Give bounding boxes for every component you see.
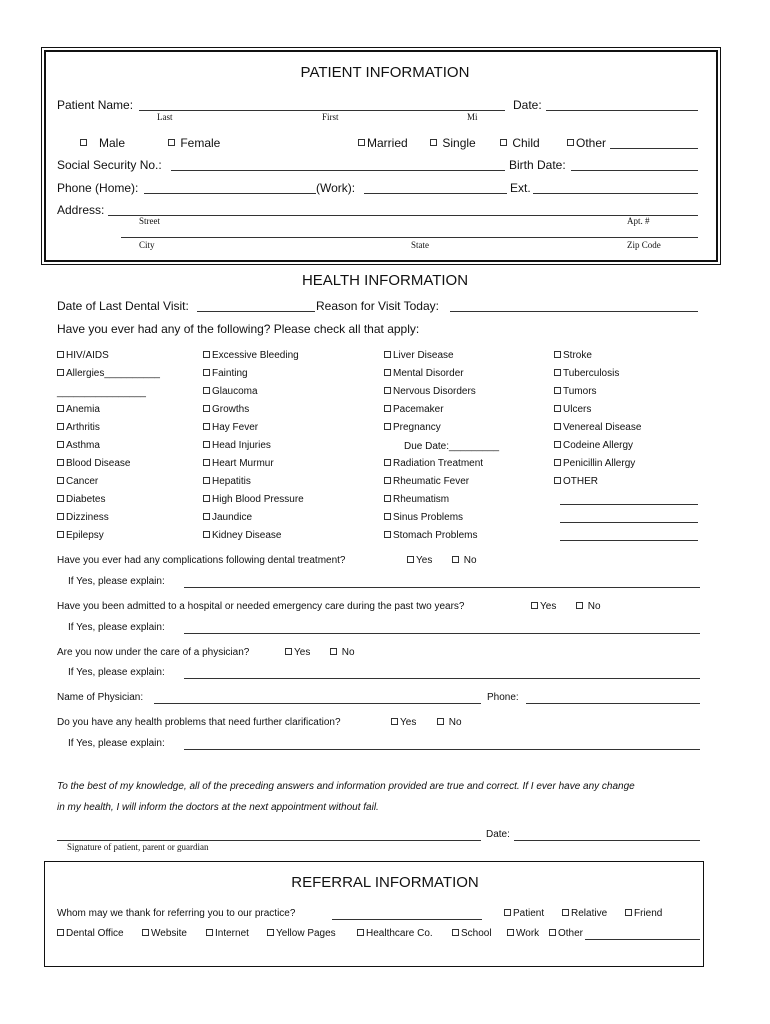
condition-label: Rheumatism [393, 494, 450, 505]
other-label: Other [576, 136, 607, 150]
ref-internet-label: Internet [215, 928, 249, 939]
condition-item[interactable] [554, 404, 591, 415]
address-city-field[interactable] [121, 237, 698, 238]
q1-yes-label: Yes [416, 555, 433, 566]
ref-website[interactable] [142, 928, 187, 939]
condition-item[interactable] [203, 386, 258, 397]
condition-checkbox[interactable] [384, 513, 391, 520]
condition-checkbox[interactable] [384, 495, 391, 502]
ref-dental-office[interactable] [57, 928, 124, 939]
condition-label: Ulcers [563, 404, 592, 415]
ref-other-field[interactable] [585, 939, 700, 940]
male-label: Male [99, 136, 126, 150]
patient-info-title: PATIENT INFORMATION [300, 64, 470, 81]
ref-school[interactable] [452, 928, 492, 939]
ref-friend[interactable] [625, 908, 662, 919]
condition-checkbox[interactable] [554, 459, 561, 466]
ref-school-checkbox[interactable] [452, 929, 459, 936]
ref-patient[interactable] [504, 908, 544, 919]
condition-item[interactable] [57, 458, 130, 469]
condition-label: Dizziness [66, 512, 109, 523]
single-label: Single [442, 136, 476, 150]
male-option[interactable] [80, 136, 125, 150]
condition-checkbox[interactable] [554, 387, 561, 394]
birth-date-label: Birth Date: [509, 158, 566, 172]
condition-checkbox[interactable] [57, 531, 64, 538]
other-condition-line-3[interactable] [560, 540, 698, 541]
physician-name-field[interactable] [154, 703, 481, 704]
q2-no[interactable] [576, 601, 601, 612]
condition-checkbox[interactable] [203, 441, 210, 448]
condition-label: Venereal Disease [563, 422, 642, 433]
condition-label: High Blood Pressure [212, 494, 304, 505]
q3-explain-label: If Yes, please explain: [68, 667, 165, 678]
other-field[interactable] [610, 148, 698, 149]
q2-yes-label: Yes [540, 601, 557, 612]
q2-yes-checkbox[interactable] [531, 602, 538, 609]
referral-info-title: REFERRAL INFORMATION [291, 874, 479, 891]
condition-item[interactable] [57, 350, 109, 361]
address-label: Address: [57, 203, 105, 217]
sub-state: State [411, 240, 429, 250]
condition-checkbox[interactable] [57, 495, 64, 502]
condition-checkbox[interactable] [203, 459, 210, 466]
condition-checkbox[interactable] [384, 369, 391, 376]
condition-label: Kidney Disease [212, 530, 282, 541]
condition-checkbox[interactable] [203, 477, 210, 484]
condition-checkbox[interactable] [57, 351, 64, 358]
ref-work-label: Work [516, 928, 540, 939]
condition-item[interactable] [203, 350, 299, 361]
condition-item[interactable] [203, 440, 271, 451]
condition-checkbox[interactable] [554, 405, 561, 412]
married-label: Married [367, 136, 408, 150]
married-checkbox[interactable] [358, 139, 365, 146]
condition-item[interactable] [384, 386, 476, 397]
ref-other[interactable] [549, 928, 583, 939]
condition-label: Anemia [66, 404, 100, 415]
q3-no-label: No [341, 647, 355, 658]
signature-date-field[interactable] [514, 840, 700, 841]
q3-no-checkbox[interactable] [330, 648, 337, 655]
q2-no-checkbox[interactable] [576, 602, 583, 609]
condition-label: OTHER [563, 476, 598, 487]
condition-item[interactable] [554, 440, 633, 451]
sub-mi: Mi [467, 112, 478, 122]
sub-street: Street [139, 216, 160, 226]
ref-dental-office-label: Dental Office [66, 928, 124, 939]
last-visit-field[interactable] [197, 311, 315, 312]
date-label: Date: [513, 98, 542, 112]
condition-item[interactable] [57, 476, 98, 487]
condition-checkbox[interactable] [554, 369, 561, 376]
condition-label: Rheumatic Fever [393, 476, 470, 487]
condition-label: Excessive Bleeding [212, 350, 299, 361]
condition-item[interactable] [203, 422, 258, 433]
ref-other-label: Other [558, 928, 584, 939]
condition-label: Radiation Treatment [393, 458, 484, 469]
male-checkbox[interactable] [80, 139, 87, 146]
condition-item[interactable] [57, 530, 104, 541]
q4-no-label: No [448, 717, 462, 728]
condition-checkbox[interactable] [554, 351, 561, 358]
ssn-label: Social Security No.: [57, 158, 162, 172]
signature-date-label: Date: [486, 829, 510, 840]
referral-field[interactable] [332, 919, 482, 920]
condition-label: Fainting [212, 368, 248, 379]
ref-healthcare[interactable] [357, 928, 433, 939]
health-info-title: HEALTH INFORMATION [301, 272, 469, 289]
condition-label: Codeine Allergy [563, 440, 634, 451]
condition-checkbox[interactable] [203, 423, 210, 430]
statement-line-2: in my health, I will inform the doctors at the next appointment without fail. [57, 802, 379, 813]
condition-checkbox[interactable] [384, 351, 391, 358]
patient-name-label: Patient Name: [57, 98, 134, 112]
condition-item[interactable] [57, 422, 100, 433]
condition-item[interactable] [384, 368, 464, 379]
ref-yellow-pages[interactable] [267, 928, 336, 939]
condition-label: Allergies__________ [66, 368, 160, 379]
ref-patient-checkbox[interactable] [504, 909, 511, 916]
condition-checkbox[interactable] [203, 351, 210, 358]
phone-home-label: Phone (Home): [57, 181, 139, 195]
q2-yes[interactable] [531, 601, 556, 612]
condition-label: Epilepsy [66, 530, 104, 541]
ref-internet-checkbox[interactable] [206, 929, 213, 936]
condition-checkbox[interactable] [554, 441, 561, 448]
condition-item[interactable] [384, 494, 449, 505]
ref-work-checkbox[interactable] [507, 929, 514, 936]
condition-label: Cancer [66, 476, 99, 487]
married-option[interactable] [358, 136, 408, 150]
condition-item[interactable] [57, 512, 109, 523]
q2-explain-label: If Yes, please explain: [68, 622, 165, 633]
condition-label: Diabetes [66, 494, 106, 505]
other-checkbox[interactable] [567, 139, 574, 146]
patient-information-box [44, 50, 718, 262]
ref-healthcare-checkbox[interactable] [357, 929, 364, 936]
condition-label: Tuberculosis [563, 368, 620, 379]
condition-item[interactable] [203, 458, 274, 469]
condition-checkbox[interactable] [57, 405, 64, 412]
condition-label: Head Injuries [212, 440, 271, 451]
condition-item[interactable] [203, 494, 304, 505]
condition-checkbox[interactable] [384, 477, 391, 484]
reason-label: Reason for Visit Today: [316, 299, 439, 313]
ssn-field[interactable] [171, 170, 505, 171]
address-street-field[interactable] [108, 215, 698, 216]
q4-no-checkbox[interactable] [437, 718, 444, 725]
condition-item[interactable] [57, 404, 100, 415]
q4-yes-label: Yes [400, 717, 417, 728]
question-complications: Have you ever had any complications following dental treatment? [57, 555, 346, 566]
child-option[interactable] [500, 136, 540, 150]
physician-phone-field[interactable] [526, 703, 700, 704]
condition-label: Stroke [563, 350, 592, 361]
condition-item[interactable] [384, 458, 483, 469]
condition-item[interactable] [384, 404, 444, 415]
condition-checkbox[interactable] [57, 369, 64, 376]
condition-checkbox[interactable] [57, 513, 64, 520]
ref-dental-office-checkbox[interactable] [57, 929, 64, 936]
q1-no[interactable] [452, 555, 477, 566]
condition-item[interactable] [554, 458, 635, 469]
condition-checkbox[interactable] [384, 459, 391, 466]
child-label: Child [512, 136, 540, 150]
condition-label: Hay Fever [212, 422, 259, 433]
condition-item[interactable] [554, 476, 598, 487]
other-condition-line-2[interactable] [560, 522, 698, 523]
condition-checkbox[interactable] [203, 495, 210, 502]
q4-no[interactable] [437, 717, 462, 728]
phone-work-label: (Work): [316, 181, 356, 195]
question-hospital: Have you been admitted to a hospital or needed emergency care during the past two years? [57, 601, 465, 612]
ref-school-label: School [461, 928, 492, 939]
question-clarification: Do you have any health problems that need further clarification? [57, 717, 341, 728]
condition-checkbox[interactable] [203, 531, 210, 538]
q3-yes-checkbox[interactable] [285, 648, 292, 655]
ext-label: Ext. [510, 181, 531, 195]
allergies-extra-line[interactable]: ________________ [57, 387, 146, 398]
q2-no-label: No [587, 601, 601, 612]
condition-label: Mental Disorder [393, 368, 464, 379]
q1-yes[interactable] [407, 555, 432, 566]
condition-label: Penicillin Allergy [563, 458, 636, 469]
ref-work[interactable] [507, 928, 539, 939]
q3-yes[interactable] [285, 647, 310, 658]
signature-field[interactable] [57, 840, 481, 841]
q1-explain-field[interactable] [184, 587, 700, 588]
q4-explain-label: If Yes, please explain: [68, 738, 165, 749]
condition-label: Nervous Disorders [393, 386, 476, 397]
condition-checkbox[interactable] [203, 513, 210, 520]
ref-friend-label: Friend [634, 908, 663, 919]
conditions-instruction: Have you ever had any of the following? Please check all that apply: [57, 322, 420, 336]
condition-checkbox[interactable] [57, 441, 64, 448]
condition-item[interactable] [554, 422, 641, 433]
condition-item[interactable] [57, 440, 100, 451]
ref-friend-checkbox[interactable] [625, 909, 632, 916]
condition-checkbox[interactable] [203, 387, 210, 394]
single-checkbox[interactable] [430, 139, 437, 146]
sub-zip: Zip Code [627, 240, 661, 250]
condition-label: HIV/AIDS [66, 350, 109, 361]
question-physician: Are you now under the care of a physician? [57, 647, 250, 658]
condition-checkbox[interactable] [57, 459, 64, 466]
condition-label: Hepatitis [212, 476, 251, 487]
sub-first: First [322, 112, 339, 122]
condition-label: Heart Murmur [212, 458, 274, 469]
sub-apt: Apt. # [627, 216, 650, 226]
condition-label: Liver Disease [393, 350, 454, 361]
condition-item[interactable] [203, 404, 249, 415]
condition-label: Tumors [563, 386, 597, 397]
q3-no[interactable] [330, 647, 355, 658]
patient-name-field[interactable] [139, 110, 505, 111]
physician-name-label: Name of Physician: [57, 692, 144, 703]
condition-label: Asthma [66, 440, 100, 451]
female-option[interactable] [168, 136, 220, 150]
condition-item[interactable] [203, 512, 252, 523]
birth-date-field[interactable] [571, 170, 698, 171]
condition-checkbox[interactable] [554, 477, 561, 484]
q4-yes[interactable] [391, 717, 416, 728]
phone-home-field[interactable] [144, 193, 316, 194]
other-condition-line-1[interactable] [560, 504, 698, 505]
female-checkbox[interactable] [168, 139, 175, 146]
q2-explain-field[interactable] [184, 633, 700, 634]
ext-field[interactable] [533, 193, 698, 194]
ref-other-checkbox[interactable] [549, 929, 556, 936]
ref-yellow-pages-label: Yellow Pages [276, 928, 336, 939]
q1-yes-checkbox[interactable] [407, 556, 414, 563]
condition-label: Pregnancy [393, 422, 441, 433]
date-field[interactable] [546, 110, 698, 111]
ref-healthcare-label: Healthcare Co. [366, 928, 433, 939]
condition-label: Sinus Problems [393, 512, 464, 523]
condition-checkbox[interactable] [57, 477, 64, 484]
referral-question: Whom may we thank for referring you to our practice? [57, 908, 296, 919]
phone-work-field[interactable] [364, 193, 507, 194]
q1-no-checkbox[interactable] [452, 556, 459, 563]
ref-relative[interactable] [562, 908, 607, 919]
female-label: Female [180, 136, 221, 150]
sub-last: Last [157, 112, 173, 122]
condition-item[interactable] [554, 350, 592, 361]
condition-label: Jaundice [212, 512, 253, 523]
condition-checkbox[interactable] [384, 531, 391, 538]
q3-explain-field[interactable] [184, 678, 700, 679]
statement-line-1: To the best of my knowledge, all of the preceding answers and information provided are true and correct. If I ever have any change [57, 781, 635, 792]
ref-relative-checkbox[interactable] [562, 909, 569, 916]
q1-explain-label: If Yes, please explain: [68, 576, 165, 587]
q3-yes-label: Yes [294, 647, 311, 658]
ref-website-label: Website [151, 928, 187, 939]
condition-item[interactable] [384, 422, 441, 433]
condition-item[interactable] [384, 530, 477, 541]
condition-label: Blood Disease [66, 458, 131, 469]
last-visit-label: Date of Last Dental Visit: [57, 299, 189, 313]
condition-item[interactable] [384, 512, 463, 523]
ref-relative-label: Relative [571, 908, 608, 919]
ref-yellow-pages-checkbox[interactable] [267, 929, 274, 936]
condition-label: Pacemaker [393, 404, 444, 415]
pregnancy-due-date[interactable]: Due Date:_________ [404, 441, 500, 452]
signature-label: Signature of patient, parent or guardian [67, 842, 209, 852]
single-option[interactable] [430, 136, 476, 150]
condition-item[interactable] [57, 368, 160, 379]
condition-checkbox[interactable] [384, 423, 391, 430]
condition-item[interactable] [554, 386, 597, 397]
condition-item[interactable] [203, 476, 251, 487]
reason-field[interactable] [450, 311, 698, 312]
ref-patient-label: Patient [513, 908, 545, 919]
condition-checkbox[interactable] [203, 369, 210, 376]
condition-checkbox[interactable] [203, 405, 210, 412]
condition-label: Stomach Problems [393, 530, 478, 541]
sub-city: City [139, 240, 155, 250]
condition-label: Arthritis [66, 422, 100, 433]
condition-item[interactable] [554, 368, 619, 379]
condition-checkbox[interactable] [384, 387, 391, 394]
child-checkbox[interactable] [500, 139, 507, 146]
q4-yes-checkbox[interactable] [391, 718, 398, 725]
condition-label: Growths [212, 404, 250, 415]
q4-explain-field[interactable] [184, 749, 700, 750]
condition-checkbox[interactable] [57, 423, 64, 430]
condition-item[interactable] [57, 494, 105, 505]
condition-item[interactable] [384, 476, 469, 487]
ref-internet[interactable] [206, 928, 249, 939]
condition-checkbox[interactable] [384, 405, 391, 412]
condition-item[interactable] [203, 368, 248, 379]
ref-website-checkbox[interactable] [142, 929, 149, 936]
condition-item[interactable] [203, 530, 281, 541]
condition-item[interactable] [384, 350, 454, 361]
physician-phone-label: Phone: [487, 692, 519, 703]
q1-no-label: No [463, 555, 477, 566]
condition-label: Glaucoma [212, 386, 258, 397]
condition-checkbox[interactable] [554, 423, 561, 430]
other-option[interactable] [567, 136, 606, 150]
